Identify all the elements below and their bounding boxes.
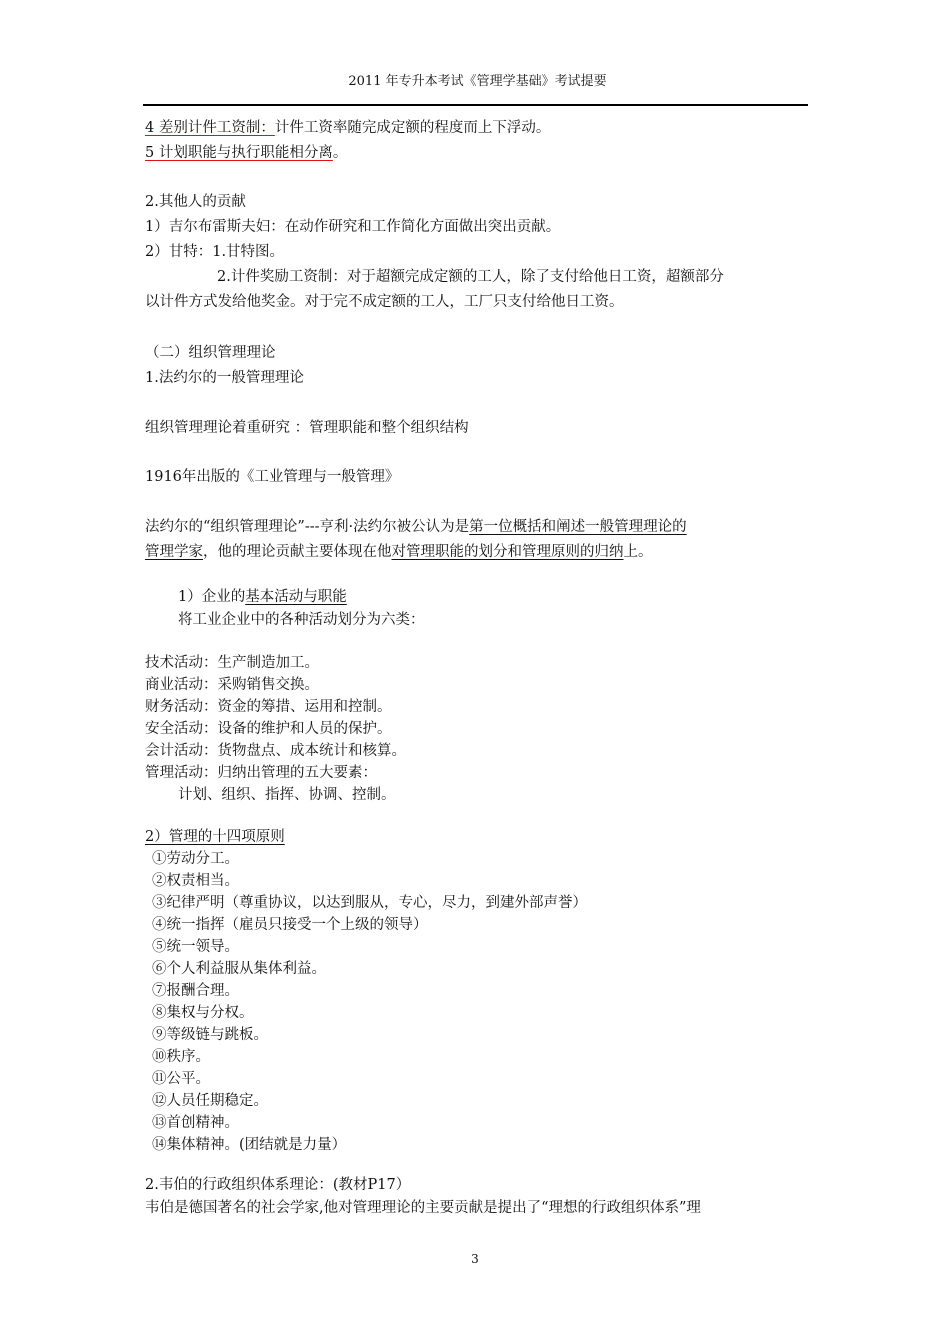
taylor-item-4-label: 4 差别计件工资制： xyxy=(145,120,275,136)
principle-item: ⑫人员任期稳定。 xyxy=(152,1093,268,1109)
fayol-heading: 1.法约尔的一般管理理论 xyxy=(145,370,304,386)
principle-item: ⑤统一领导。 xyxy=(152,939,239,955)
page-header: 2011 年专升本考试《管理学基础》考试提要 xyxy=(348,74,607,89)
weber-text: 韦伯是德国著名的社会学家,他对管理理论的主要贡献是提出了“理想的行政组织体系”理 xyxy=(145,1200,701,1216)
principle-item: ⑥个人利益服从集体利益。 xyxy=(152,961,326,977)
principle-item: ①劳动分工。 xyxy=(152,851,239,867)
fayol-paragraph-line-1 xyxy=(145,517,687,537)
five-elements: 计划、组织、指挥、协调、控制。 xyxy=(178,787,396,803)
activity-financial: 财务活动：资金的筹措、运用和控制。 xyxy=(145,699,392,715)
gantt-wage-line-1: 2.计件奖励工资制：对于超额完成定额的工人，除了支付给他日工资，超额部分 xyxy=(217,269,724,285)
taylor-item-5-label: 5 计划职能与执行职能相分离 xyxy=(145,145,333,161)
fayol-book-line: 1916年出版的《工业管理与一般管理》 xyxy=(145,469,400,485)
fayol-p1-underlined: 第一位概括和阐述一般管理理论的 xyxy=(469,519,687,535)
principle-item: ③纪律严明（尊重协议，以达到服从，专心，尽力，到建外部声誉） xyxy=(152,895,587,911)
weber-heading: 2.韦伯的行政组织体系理论：(教材P17） xyxy=(145,1177,411,1193)
principle-item: ⑨等级链与跳板。 xyxy=(152,1027,268,1043)
principle-item: ⑬首创精神。 xyxy=(152,1115,239,1131)
gantt-wage-line-2: 以计件方式发给他奖金。对于完不成定额的工人，工厂只支付给他日工资。 xyxy=(145,294,624,310)
taylor-item-5 xyxy=(145,143,347,163)
fayol-p2-end: 上。 xyxy=(623,544,653,560)
taylor-item-4-text: 计件工资率随完成定额的程度而上下浮动。 xyxy=(274,120,551,136)
org-section-heading: （二）组织管理理论 xyxy=(145,345,276,361)
fayol-p2-mid: ，他的理论贡献主要体现在他 xyxy=(203,544,392,560)
fayol-p1-text: 法约尔的“组织管理理论”---亨利·法约尔被公认为是 xyxy=(145,519,470,535)
activities-intro: 将工业企业中的各种活动划分为六类： xyxy=(178,612,425,628)
activity-accounting: 会计活动：货物盘点、成本统计和核算。 xyxy=(145,743,406,759)
page-number: 3 xyxy=(471,1252,479,1266)
principle-item: ⑭集体精神。(团结就是力量） xyxy=(152,1137,347,1153)
principle-item: ④统一指挥（雇员只接受一个上级的领导） xyxy=(152,917,428,933)
gilbreth-line: 1）吉尔布雷斯夫妇：在动作研究和工作简化方面做出突出贡献。 xyxy=(145,219,561,235)
activity-management: 管理活动：归纳出管理的五大要素： xyxy=(145,765,377,781)
activity-technical: 技术活动：生产制造加工。 xyxy=(145,655,319,671)
activities-heading-pre: 1）企业的 xyxy=(178,589,246,605)
taylor-item-5-end: 。 xyxy=(332,145,348,161)
principle-item: ⑩秩序。 xyxy=(152,1049,210,1065)
others-heading: 2.其他人的贡献 xyxy=(145,194,246,210)
fayol-p2-underlined-2: 对管理职能的划分和管理原则的归纳 xyxy=(391,544,624,560)
taylor-item-4 xyxy=(145,118,550,138)
principles-heading: 2）管理的十四项原则 xyxy=(145,829,285,845)
activity-commercial: 商业活动：采购销售交换。 xyxy=(145,677,319,693)
principle-item: ②权责相当。 xyxy=(152,873,239,889)
activities-heading xyxy=(178,587,347,607)
fayol-paragraph-line-2 xyxy=(145,542,653,562)
activities-heading-underlined: 基本活动与职能 xyxy=(245,589,347,605)
activity-security: 安全活动：设备的维护和人员的保护。 xyxy=(145,721,392,737)
principle-item: ⑦报酬合理。 xyxy=(152,983,239,999)
principle-item: ⑧集权与分权。 xyxy=(152,1005,254,1021)
org-focus-line: 组织管理理论着重研究 ：管理职能和整个组织结构 xyxy=(145,420,469,436)
gantt-line: 2）甘特：1.甘特图。 xyxy=(145,244,285,260)
fayol-p2-underlined-1: 管理学家 xyxy=(145,544,203,560)
header-rule xyxy=(143,104,808,106)
principle-item: ⑪公平。 xyxy=(152,1071,210,1087)
